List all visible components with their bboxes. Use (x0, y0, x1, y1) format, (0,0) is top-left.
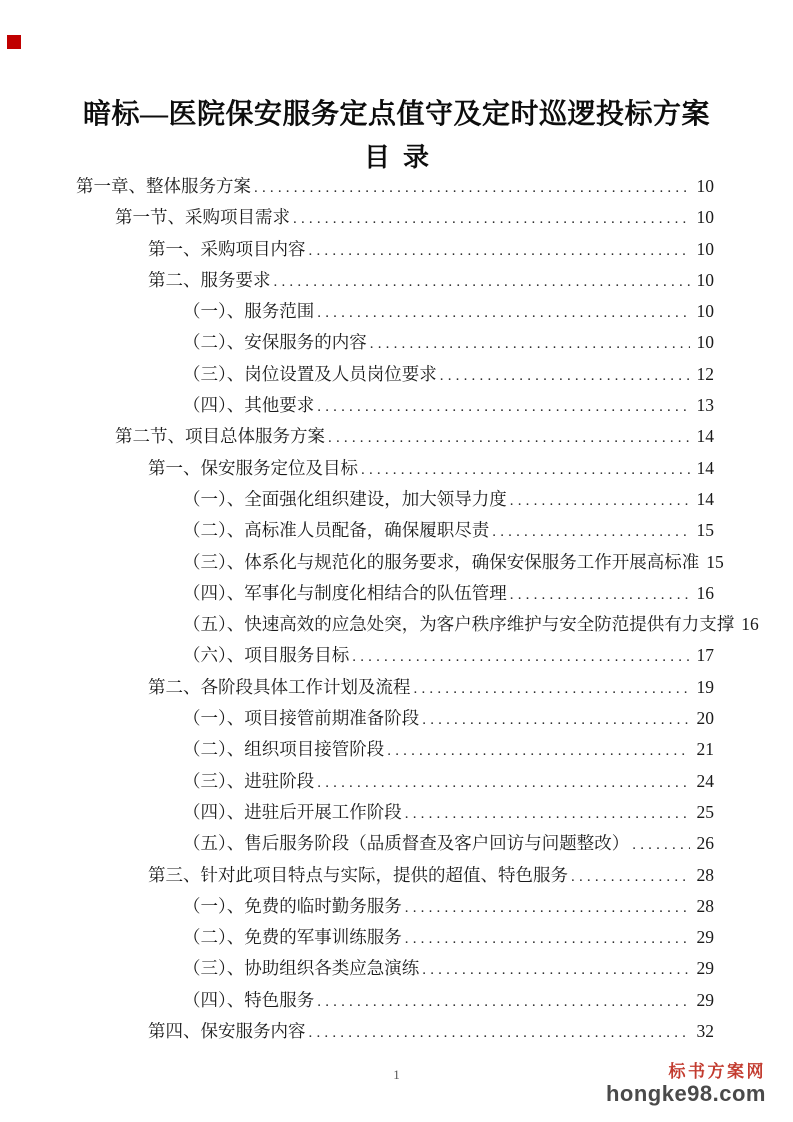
toc-leader-dots (325, 421, 690, 454)
toc-entry-text: （五）、快速高效的应急处突，为客户秩序维护与安全防范提供有力支撑 (183, 614, 735, 635)
toc-row[interactable] (76, 421, 714, 452)
toc-leader-dots (568, 860, 690, 893)
toc-row[interactable] (76, 766, 714, 797)
toc-leader-dots (419, 703, 689, 736)
toc-row[interactable] (76, 640, 714, 671)
toc-page-number: 17 (696, 645, 714, 666)
toc-page-number: 10 (696, 207, 714, 228)
toc-page-number: 28 (696, 864, 714, 885)
toc-page-number: 15 (696, 520, 714, 541)
toc-leader-dots (507, 578, 690, 611)
toc-row[interactable] (76, 609, 759, 640)
toc-entry-text: （四）、特色服务 (183, 989, 315, 1010)
toc-leader-dots (290, 202, 690, 235)
toc-row[interactable] (76, 547, 724, 578)
toc-row[interactable] (76, 265, 714, 296)
toc-entry-text: （二）、安保服务的内容 (183, 332, 367, 353)
toc-entry-text: （一）、全面强化组织建设，加大领导力度 (183, 488, 507, 509)
toc-page-number: 12 (696, 363, 714, 384)
toc-entry-text: 第一章、整体服务方案 (76, 176, 251, 196)
toc-entry-text: （一）、项目接管前期准备阶段 (183, 708, 420, 729)
toc-entry-text: （三）、进驻阶段 (183, 770, 315, 791)
toc-row[interactable] (76, 327, 714, 358)
toc-leader-dots (314, 985, 689, 1018)
toc-page-number: 15 (706, 551, 724, 572)
toc-page-number: 21 (696, 739, 714, 760)
toc-page-number: 24 (696, 770, 714, 791)
toc-page-number: 14 (696, 488, 714, 509)
toc-leader-dots (411, 672, 690, 705)
toc-row[interactable] (76, 171, 714, 202)
toc-leader-dots (349, 640, 689, 673)
toc-entry-text: （三）、体系化与规范化的服务要求，确保安保服务工作开展高标准 (183, 551, 700, 572)
toc-row[interactable] (76, 453, 714, 484)
toc-entry-text: （四）、军事化与制度化相结合的队伍管理 (183, 582, 507, 603)
toc-leader-dots (419, 953, 689, 986)
toc-entry-text: 第三、针对此项目特点与实际，提供的超值、特色服务 (148, 864, 568, 885)
toc-entry-text: （二）、高标准人员配备，确保履职尽责 (183, 520, 490, 541)
toc-entry-text: （一）、免费的临时勤务服务 (183, 895, 402, 916)
toc-row[interactable] (76, 703, 714, 734)
toc-leader-dots (402, 797, 690, 830)
toc-leader-dots (437, 359, 690, 392)
toc-page-number: 29 (696, 927, 714, 948)
footer-page-number: 1 (393, 1067, 400, 1082)
toc-page-number: 16 (696, 582, 714, 603)
toc-heading: 目 录 (363, 143, 429, 172)
toc-leader-dots (306, 234, 690, 267)
toc-row[interactable] (76, 828, 714, 859)
toc-entry-text: （四）、进驻后开展工作阶段 (183, 801, 402, 822)
toc-page-number: 32 (696, 1021, 714, 1042)
toc-row[interactable] (76, 359, 714, 390)
toc-entry-text: 第一、采购项目内容 (148, 238, 306, 259)
toc-entry-text: 第二节、项目总体服务方案 (115, 426, 325, 447)
toc-entry-text: （四）、其他要求 (183, 395, 315, 416)
toc-row[interactable] (76, 202, 714, 233)
toc-entry-text: （五）、售后服务阶段（品质督查及客户回访与问题整改） (183, 833, 630, 854)
toc-leader-dots (402, 891, 690, 924)
toc-page-number: 19 (696, 676, 714, 697)
toc-leader-dots (314, 390, 689, 423)
toc-row[interactable] (76, 672, 714, 703)
toc-page-number: 10 (696, 332, 714, 353)
watermark-site-name: 标书方案网 (668, 1062, 766, 1081)
toc-row[interactable] (76, 734, 714, 765)
toc-entry-text: （三）、岗位设置及人员岗位要求 (183, 363, 437, 384)
toc-entry-text: （六）、项目服务目标 (183, 645, 350, 666)
toc-row[interactable] (76, 953, 714, 984)
toc-page-number: 10 (696, 238, 714, 259)
toc-leader-dots (629, 828, 689, 861)
toc-row[interactable] (76, 484, 714, 515)
toc-leader-dots (402, 922, 690, 955)
watermark-site-url: hongke98.com (605, 1081, 766, 1106)
toc-page-number: 29 (696, 989, 714, 1010)
toc-entry-text: 第四、保安服务内容 (148, 1021, 306, 1042)
toc-entry-text: 第一节、采购项目需求 (115, 207, 290, 228)
toc-leader-dots (251, 171, 690, 204)
toc-page-number: 14 (696, 457, 714, 478)
red-square-mark (7, 35, 21, 49)
toc-leader-dots (367, 327, 690, 360)
toc-row[interactable] (76, 578, 714, 609)
toc-row[interactable] (76, 922, 714, 953)
toc-leader-dots (271, 265, 690, 298)
toc-page-number: 10 (696, 269, 714, 290)
toc-page-number: 26 (696, 833, 714, 854)
toc-entry-text: （三）、协助组织各类应急演练 (183, 958, 420, 979)
toc-leader-dots (507, 484, 690, 517)
toc-leader-dots (489, 515, 689, 548)
toc-leader-dots (314, 296, 689, 329)
toc-row[interactable] (76, 296, 714, 327)
toc-page-number: 16 (741, 614, 759, 635)
toc-leader-dots (358, 453, 690, 486)
toc-row[interactable] (76, 985, 714, 1016)
toc-row[interactable] (76, 234, 714, 265)
toc-entry-text: 第二、各阶段具体工作计划及流程 (148, 676, 411, 697)
toc-entry-text: （二）、组织项目接管阶段 (183, 739, 385, 760)
toc-page-number: 10 (696, 176, 714, 196)
toc-row[interactable] (76, 797, 714, 828)
toc-entry-text: （二）、免费的军事训练服务 (183, 927, 402, 948)
toc-row[interactable] (76, 390, 714, 421)
watermark (606, 1063, 766, 1105)
toc-leader-dots (384, 734, 689, 767)
document-title: 暗标—医院保安服务定点值守及定时巡逻投标方案 (82, 99, 710, 130)
toc-page-number: 25 (696, 801, 714, 822)
toc-entry-text: （一）、服务范围 (183, 301, 315, 322)
toc-page-number: 13 (696, 395, 714, 416)
toc-row[interactable] (76, 891, 714, 922)
toc (76, 171, 759, 1047)
toc-row[interactable] (76, 1016, 714, 1047)
toc-entry-text: 第二、服务要求 (148, 269, 271, 290)
toc-page-number: 29 (696, 958, 714, 979)
toc-page-number: 20 (696, 708, 714, 729)
toc-page-number: 10 (696, 301, 714, 322)
toc-entry-text: 第一、保安服务定位及目标 (148, 457, 358, 478)
toc-row[interactable] (76, 515, 714, 546)
toc-page-number: 28 (696, 895, 714, 916)
toc-leader-dots (314, 766, 689, 799)
toc-page-number: 14 (696, 426, 714, 447)
toc-leader-dots (306, 1016, 690, 1049)
toc-row[interactable] (76, 860, 714, 891)
